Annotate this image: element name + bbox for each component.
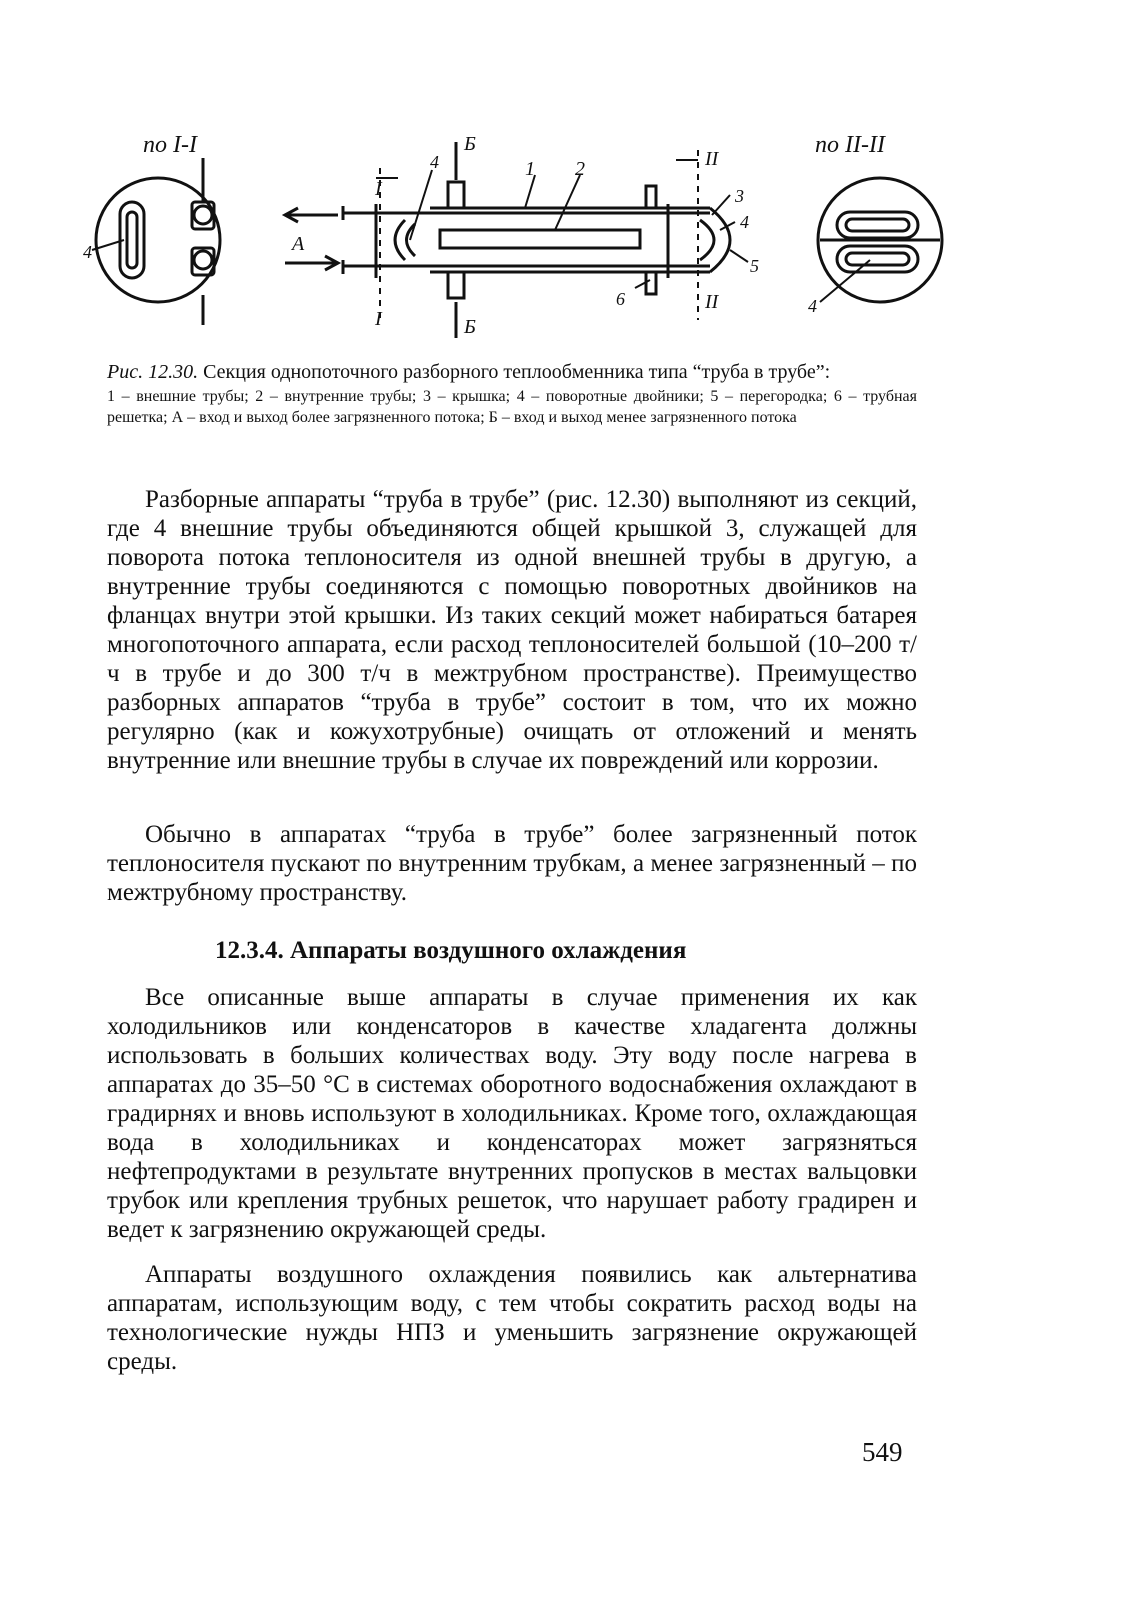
label-2: 2 [575,158,585,180]
label-1: 1 [525,158,535,180]
caption-legend: 1 – внешние трубы; 2 – внутренние трубы; 3 – крышка; 4 – поворотные двойники; 5 – перегородка; 6 – трубная решетка; А – вход и выход более загрязненного потока; Б – вход и выход менее загрязненного потока [107,388,917,426]
label-4-right: 4 [808,296,817,316]
label-I-top: I [375,178,382,200]
caption-prefix: Рис. 12.30. [107,361,199,383]
figure-caption [107,360,917,428]
section-I-I [92,158,220,325]
label-4-main: 4 [430,152,439,172]
heat-exchanger-figure [80,120,1020,365]
label-3: 3 [735,186,744,206]
label-B-top: Б [464,133,476,155]
caption-lead [107,360,917,384]
paragraph-4-block [107,1260,917,1384]
paragraph-3-block [107,983,917,1252]
label-II-bottom: II [705,291,719,313]
paragraph-3: Все описанные выше аппараты в случае применения их как холодильников или конденсаторов в качестве хладагента должны использовать в больших количествах воду. Эту воду после нагрева в аппаратах до 35–50 °С в системах оборотного водоснабжения охлаждают в градирнях и вновь используют в холодильниках. Кроме того, охлаждающая вода в холодильниках и конденсаторах может загрязняться нефтепродуктами в результате внутренних пропусков в местах вальцовки трубок или крепления трубных решеток, что нарушает работу градирен и ведет к загрязнению окружающей среды. [107,984,917,1243]
label-6: 6 [616,289,625,309]
exchanger-longitudinal [285,142,748,338]
paragraph-4: Аппараты воздушного охлаждения появились как альтернатива аппаратам, использующим воду, с тем чтобы сократить расход воды на технологические нужды НПЗ и уменьшить загрязнение окружающей среды. [107,1261,917,1375]
page-number: 549 [862,1437,903,1467]
paragraph-1-block [107,485,917,783]
label-4-cover: 4 [740,212,749,232]
section-right-label: по II-II [815,132,885,158]
label-5: 5 [750,256,759,276]
paragraph-2: Обычно в аппаратах “труба в трубе” более загрязненный поток теплоносителя пускают по внутренним трубкам, а менее загрязненный – по межтрубному пространству. [107,821,917,906]
label-B-bottom: Б [464,316,476,338]
label-I-bottom: I [375,308,382,330]
caption-title: Секция однопоточного разборного теплообменника типа “труба в трубе”: [203,361,831,383]
label-II-top: II [705,148,719,170]
label-A: А [292,233,305,255]
paragraph-1: Разборные аппараты “труба в трубе” (рис. 12.30) выполняют из секций, где 4 внешние трубы объединяются общей крышкой 3, служащей для поворота потока теплоносителя из одной внешней трубы в другую, а внутренние трубы соединяются с помощью поворотных двойников на фланцах внутри этой крышки. Из таких секций может набираться батарея многопоточного аппарата, если расход теплоносителей большой (10–200 т/ч в трубе и до 300 т/ч в межтрубном пространстве). Преимущество разборных аппаратов “труба в трубе” состоит в том, что их можно регулярно (как и кожухотрубные) очищать от отложений и менять внутренние или внешние трубы в случае их повреждений или коррозии. [107,486,917,774]
section-II-II [818,178,942,302]
label-4-left: 4 [83,242,92,262]
section-heading: 12.3.4. Аппараты воздушного охлаждения [215,937,687,964]
paragraph-2-block [107,820,917,915]
heat-exchanger-diagram [80,120,1020,365]
section-left-label: по I-I [143,132,197,158]
